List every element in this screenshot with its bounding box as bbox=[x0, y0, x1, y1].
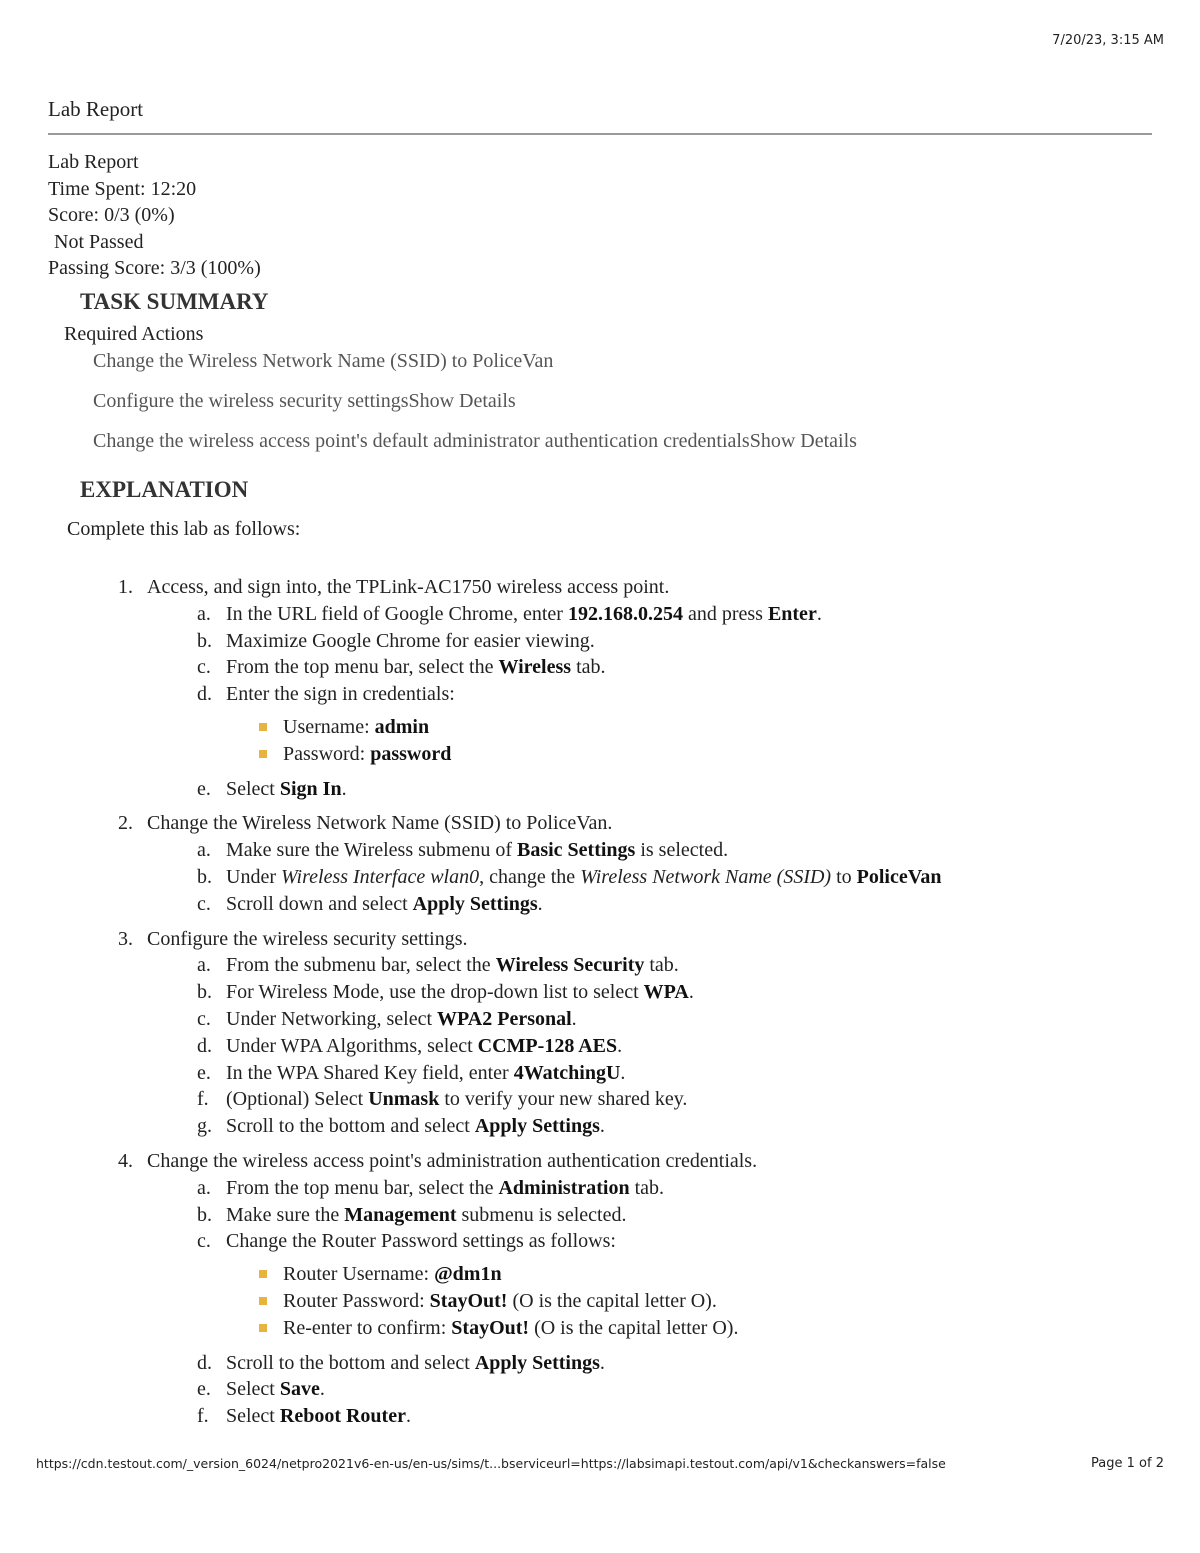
bullet-square-icon bbox=[259, 1270, 267, 1278]
substep-text: Scroll to the bottom and select Apply Settings. bbox=[226, 1351, 605, 1374]
substep-marker: a. bbox=[197, 839, 211, 862]
substep bbox=[118, 1350, 1178, 1377]
substep-text: In the WPA Shared Key field, enter 4WatchingU. bbox=[226, 1061, 626, 1084]
substep bbox=[118, 1033, 1178, 1060]
substep bbox=[118, 628, 1178, 655]
substep bbox=[118, 1228, 1178, 1255]
required-action-item[interactable]: Change the wireless access point's default administrator authentication credentialsShow Details bbox=[93, 430, 857, 452]
step-text: Configure the wireless security settings. bbox=[147, 927, 468, 950]
substep-text: Select Save. bbox=[226, 1378, 325, 1401]
substep bbox=[118, 1376, 1178, 1403]
explanation-heading: EXPLANATION bbox=[80, 477, 249, 502]
required-action-item[interactable]: Configure the wireless security settingsShow Details bbox=[93, 390, 516, 412]
substep-marker: f. bbox=[197, 1405, 209, 1428]
status-badge: Not Passed bbox=[54, 230, 144, 253]
substep-text: Under Networking, select WPA2 Personal. bbox=[226, 1007, 577, 1030]
substep-marker: b. bbox=[197, 865, 212, 888]
score: Score: 0/3 (0%) bbox=[48, 204, 175, 226]
step-3 bbox=[118, 926, 1178, 953]
substep-marker: b. bbox=[197, 629, 212, 652]
print-datetime: 7/20/23, 3:15 AM bbox=[1052, 33, 1164, 48]
bullet-square-icon bbox=[259, 750, 267, 758]
substep-marker: f. bbox=[197, 1088, 209, 1111]
password-bullets bbox=[118, 1261, 1178, 1341]
substep-text: For Wireless Mode, use the drop-down list to select WPA. bbox=[226, 981, 694, 1004]
substep-marker: d. bbox=[197, 683, 212, 706]
task-summary-heading: TASK SUMMARY bbox=[80, 289, 269, 314]
substep-marker: c. bbox=[197, 1007, 211, 1030]
substep-marker: a. bbox=[197, 602, 211, 625]
substep bbox=[118, 952, 1178, 979]
substep bbox=[118, 1086, 1178, 1113]
explanation-intro: Complete this lab as follows: bbox=[67, 518, 301, 540]
substep-text: (Optional) Select Unmask to verify your new shared key. bbox=[226, 1088, 688, 1111]
time-spent: Time Spent: 12:20 bbox=[48, 177, 197, 200]
passing-score: Passing Score: 3/3 (100%) bbox=[48, 257, 261, 279]
substep-marker: b. bbox=[197, 1203, 212, 1226]
substep-text: From the submenu bar, select the Wireless Security tab. bbox=[226, 954, 679, 977]
substep-text: Enter the sign in credentials: bbox=[226, 683, 455, 706]
step-list bbox=[118, 574, 1178, 1430]
substep bbox=[118, 1202, 1178, 1229]
substep-marker: c. bbox=[197, 1230, 211, 1253]
substep bbox=[118, 1113, 1178, 1140]
report-title: Lab Report bbox=[48, 151, 139, 173]
bullet-item: Re-enter to confirm: StayOut! (O is the capital letter O). bbox=[118, 1315, 1178, 1342]
bullet-item: Router Password: StayOut! (O is the capital letter O). bbox=[118, 1288, 1178, 1315]
step-number: 3. bbox=[118, 927, 133, 950]
substep bbox=[118, 891, 1178, 918]
substep-marker: c. bbox=[197, 892, 211, 915]
substep-marker: d. bbox=[197, 1351, 212, 1374]
bullet-square-icon bbox=[259, 723, 267, 731]
step-2 bbox=[118, 810, 1178, 837]
required-actions-label: Required Actions bbox=[64, 323, 204, 345]
substep-text: Under WPA Algorithms, select CCMP-128 AES. bbox=[226, 1034, 623, 1057]
substep-text: Under Wireless Interface wlan0, change the Wireless Network Name (SSID) to PoliceVan bbox=[226, 865, 942, 888]
substep-marker: e. bbox=[197, 777, 211, 800]
substep-marker: a. bbox=[197, 954, 211, 977]
page-number: Page 1 of 2 bbox=[1091, 1456, 1164, 1471]
substep-text: Change the Router Password settings as follows: bbox=[226, 1230, 616, 1253]
substep-marker: e. bbox=[197, 1378, 211, 1401]
report-meta bbox=[48, 149, 261, 282]
step-number: 1. bbox=[118, 576, 133, 598]
substep bbox=[118, 864, 1178, 891]
substep-text: Select Reboot Router. bbox=[226, 1405, 411, 1428]
header-divider bbox=[48, 133, 1152, 135]
substep-marker: a. bbox=[197, 1176, 211, 1199]
step-number: 2. bbox=[118, 812, 133, 835]
substep-marker: e. bbox=[197, 1061, 211, 1084]
page-title: Lab Report bbox=[48, 97, 144, 121]
substep-marker: b. bbox=[197, 981, 212, 1004]
substep-text: From the top menu bar, select the Administration tab. bbox=[226, 1176, 665, 1199]
substep-text: Select Sign In. bbox=[226, 777, 347, 800]
bullet-item: Username: admin bbox=[118, 714, 1178, 741]
substep-text: Maximize Google Chrome for easier viewing. bbox=[226, 629, 595, 652]
bullet-square-icon bbox=[259, 1324, 267, 1332]
footer-url: https://cdn.testout.com/_version_6024/netpro2021v6-en-us/en-us/sims/t...bserviceurl=https://labsimapi.testout.com/api/v1&checkanswers=false bbox=[36, 1456, 946, 1471]
step-4 bbox=[118, 1148, 1178, 1175]
substep-text: Scroll to the bottom and select Apply Settings. bbox=[226, 1115, 605, 1138]
substep-marker: c. bbox=[197, 656, 211, 679]
substep-text: Make sure the Management submenu is selected. bbox=[226, 1203, 627, 1226]
substep bbox=[118, 776, 1178, 803]
substep bbox=[118, 1006, 1178, 1033]
substep-text: Scroll down and select Apply Settings. bbox=[226, 892, 543, 915]
step-number: 4. bbox=[118, 1149, 133, 1172]
substep-text: From the top menu bar, select the Wireless tab. bbox=[226, 656, 606, 679]
substep-text: Make sure the Wireless submenu of Basic Settings is selected. bbox=[226, 839, 729, 862]
step-text: Change the Wireless Network Name (SSID) to PoliceVan. bbox=[147, 812, 613, 835]
step-1 bbox=[118, 574, 1178, 601]
bullet-item: Password: password bbox=[118, 741, 1178, 768]
bullet-item: Router Username: @dm1n bbox=[118, 1261, 1178, 1288]
required-action-item: Change the Wireless Network Name (SSID) to PoliceVan bbox=[93, 350, 554, 372]
substep bbox=[118, 837, 1178, 864]
substep bbox=[118, 979, 1178, 1006]
substep bbox=[118, 681, 1178, 708]
substep-marker: g. bbox=[197, 1115, 212, 1138]
substep bbox=[118, 1060, 1178, 1087]
substep bbox=[118, 601, 1178, 628]
substep bbox=[118, 1175, 1178, 1202]
bullet-square-icon bbox=[259, 1297, 267, 1305]
substep-text: In the URL field of Google Chrome, enter 192.168.0.254 and press Enter. bbox=[226, 602, 822, 625]
substep-marker: d. bbox=[197, 1034, 212, 1057]
step-text: Change the wireless access point's administration authentication credentials. bbox=[147, 1149, 758, 1172]
substep bbox=[118, 654, 1178, 681]
substep bbox=[118, 1403, 1178, 1430]
step-text: Access, and sign into, the TPLink-AC1750 wireless access point. bbox=[147, 576, 670, 598]
credential-bullets bbox=[118, 714, 1178, 768]
